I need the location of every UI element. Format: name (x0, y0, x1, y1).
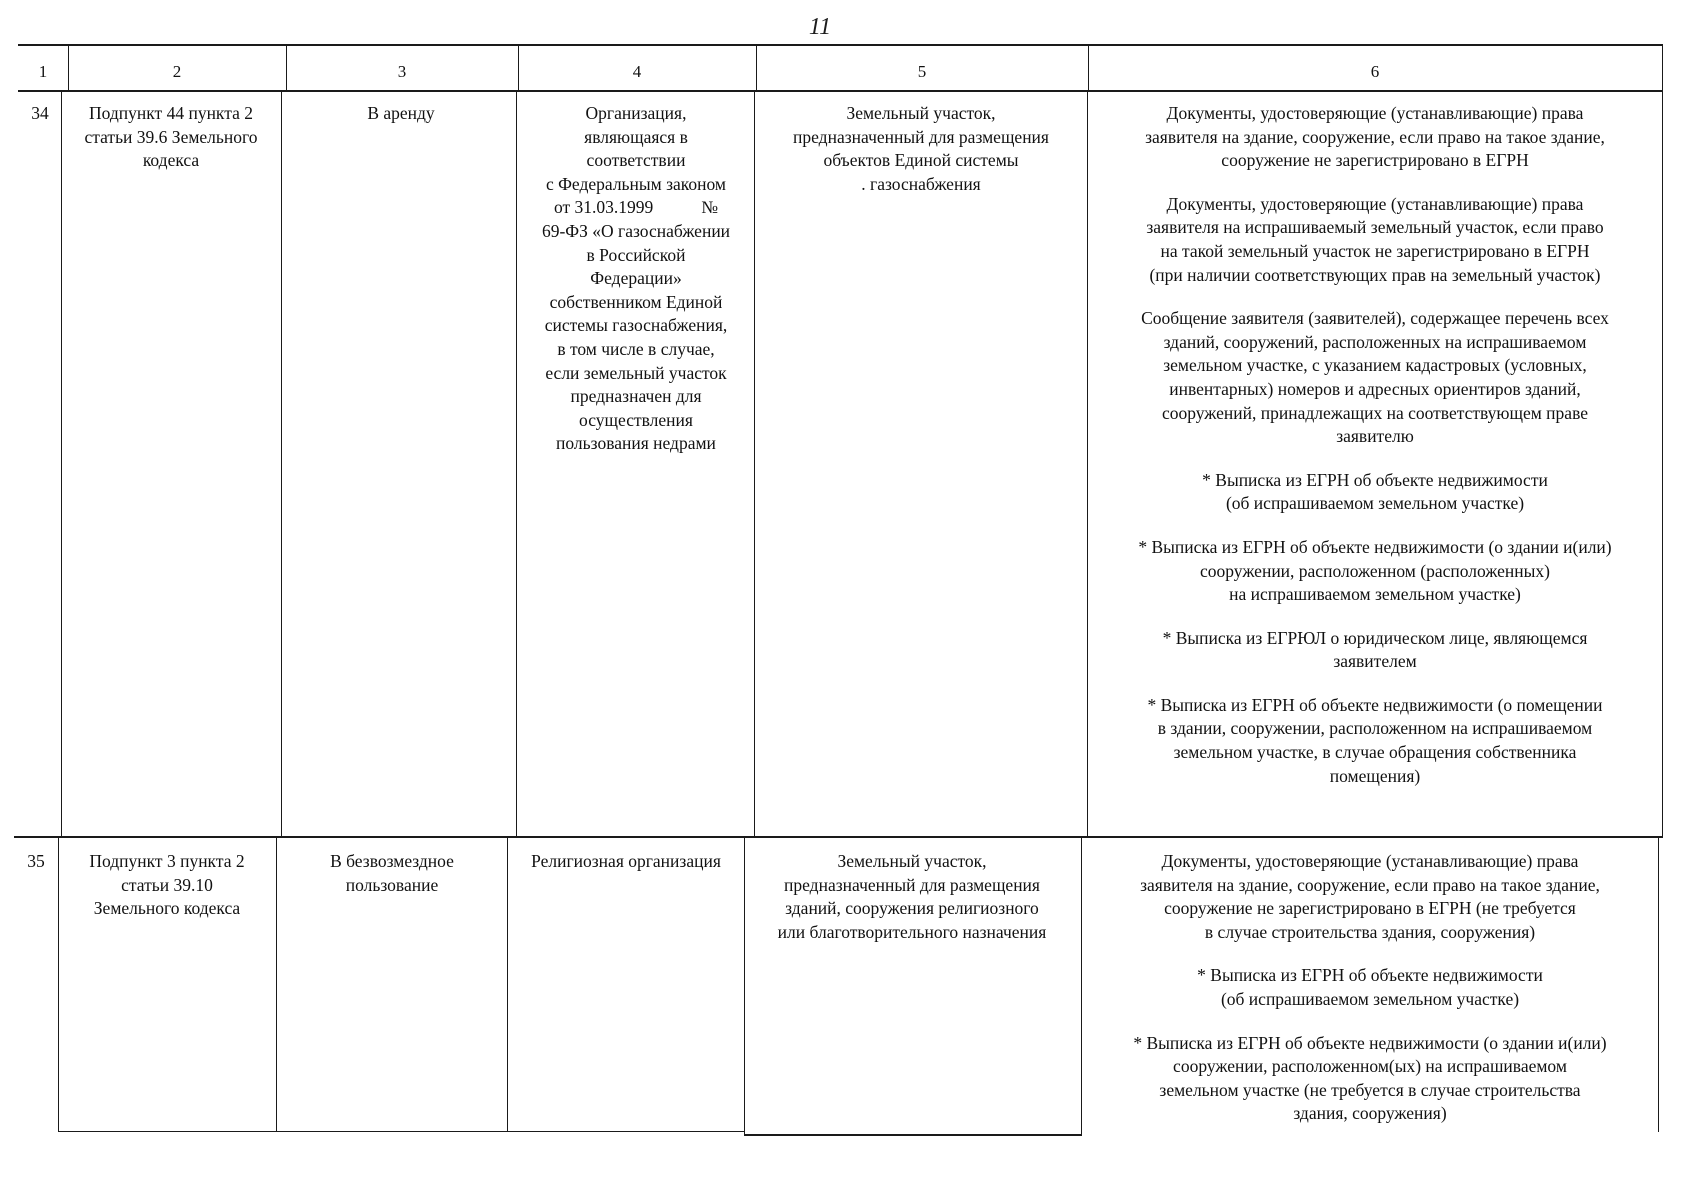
text-line: (об испрашиваемом земельном участке) (1225, 493, 1525, 514)
purpose-cell (744, 840, 1080, 1130)
text-line: зданий, сооружений, расположенных на испрашиваемом (1163, 331, 1587, 352)
text-line: если земельный участок (545, 362, 727, 383)
header-cell-4: 4 (632, 62, 642, 81)
text-line: с Федеральным законом (545, 173, 727, 194)
header-cell-5: 5 (917, 62, 927, 81)
document-paragraph (1082, 1032, 1658, 1126)
paragraph-gap (1088, 287, 1662, 307)
text-line: земельном участке, в случае обращения собственника (1173, 742, 1577, 763)
text-line: или благотворительного назначения (777, 921, 1047, 942)
text-line: * Выписка из ЕГРН об объекте недвижимости (о помещении (1147, 694, 1603, 715)
text-line: зданий, сооружения религиозного (785, 898, 1039, 919)
text-line: Организация, (585, 103, 687, 123)
text-line: Религиозная организация (531, 851, 721, 871)
text-line: от 31.03.1999 № (553, 197, 719, 218)
right-type-cell (276, 840, 508, 1130)
text-line: предназначен для (570, 386, 702, 407)
text-line: сооружение не зарегистрировано в ЕГРН (не требуется (1164, 898, 1576, 919)
table-edge-right (1658, 836, 1659, 1132)
row-number: 34 (31, 103, 49, 123)
text-line: предназначенный для размещения (793, 126, 1049, 147)
header-separator-2 (286, 44, 287, 92)
table-border-bottom (744, 1134, 1082, 1136)
header-separator-3 (518, 44, 519, 92)
header-edge-right (1662, 44, 1663, 92)
text-line: пользования недрами (556, 433, 716, 454)
applicant-cell (518, 92, 754, 836)
text-line: заявителем (1333, 651, 1417, 672)
text-line: заявителя на здание, сооружение, если право на такое здание, (1145, 126, 1605, 147)
column-separator-3 (516, 90, 517, 837)
paragraph-gap (1082, 944, 1658, 964)
text-line: на такой земельный участок не зарегистрировано в ЕГРН (1160, 240, 1590, 261)
text-line: Земельного кодекса (93, 898, 241, 919)
text-line: Подпункт 44 пункта 2 (89, 103, 253, 123)
text-line: (при наличии соответствующих прав на земельный участок) (1149, 264, 1601, 285)
text-line: Документы, удостоверяющие (устанавливающие) права (1161, 851, 1579, 871)
table-edge-right (1662, 90, 1663, 837)
text-line: статьи 39.10 (121, 874, 213, 895)
row-number: 35 (27, 851, 45, 871)
paragraph-gap (1088, 516, 1662, 536)
text-line: инвентарных) номеров и адресных ориентиров зданий, (1169, 378, 1581, 399)
text-line: Сообщение заявителя (заявителей), содержащее перечень всех (1141, 308, 1609, 329)
text-line: заявителя на испрашиваемый земельный участок, если право (1146, 217, 1604, 238)
paragraph-gap (1088, 607, 1662, 627)
table-border-top (18, 44, 1663, 46)
text-line: на испрашиваемом земельном участке) (1229, 584, 1521, 605)
text-line: сооружение не зарегистрировано в ЕГРН (1221, 150, 1529, 171)
text-line: в случае строительства здания, сооружения) (1204, 921, 1536, 942)
header-cell-6: 6 (1370, 62, 1380, 81)
purpose-cell (756, 92, 1086, 836)
paragraph-gap (1082, 1012, 1658, 1032)
document-paragraph (1088, 193, 1662, 287)
text-line: * Выписка из ЕГРН об объекте недвижимости (1197, 965, 1543, 986)
document-paragraph (1088, 307, 1662, 449)
text-line: заявителю (1336, 426, 1414, 447)
table-border-bottom (58, 1131, 744, 1132)
text-line: Земельный участок, (846, 103, 996, 123)
column-separator-1 (58, 836, 59, 1132)
text-line: Земельный участок, (837, 851, 987, 871)
document-paragraph (1088, 694, 1662, 788)
text-line: сооружении, расположенном (расположенных) (1200, 560, 1550, 581)
text-line: пользование (345, 874, 439, 895)
text-line: сооружений, принадлежащих на соответствующем праве (1161, 402, 1588, 423)
text-line: заявителя на здание, сооружение, если право на такое здание, (1140, 874, 1600, 895)
column-separator-5 (1081, 836, 1082, 1135)
text-line: Документы, удостоверяющие (устанавливающие) права (1166, 103, 1584, 123)
table-header-divider (18, 90, 1663, 92)
text-line: являющаяся в (584, 126, 688, 147)
text-line: Документы, удостоверяющие (устанавливающие) права (1166, 193, 1584, 214)
paragraph-gap (1088, 449, 1662, 469)
text-line: земельном участке, с указанием кадастровых (условных, (1163, 355, 1587, 376)
text-line: собственником Единой (549, 291, 723, 312)
paragraph-gap (1088, 674, 1662, 694)
text-line: объектов Единой системы (823, 150, 1019, 171)
document-paragraph (1088, 469, 1662, 516)
column-separator-2 (281, 90, 282, 837)
text-line: осуществления (579, 409, 693, 430)
text-line: сооружении, расположенном(ых) на испрашиваемом (1173, 1056, 1567, 1077)
header-cell-3: 3 (397, 62, 407, 81)
text-line: здания, сооружения) (1293, 1103, 1447, 1124)
column-separator-4 (744, 836, 745, 1135)
document-paragraph (1088, 536, 1662, 607)
document-paragraph (1088, 102, 1662, 173)
header-separator-1 (68, 44, 69, 92)
basis-cell (62, 92, 280, 836)
header-separator-4 (756, 44, 757, 92)
text-line: Подпункт 3 пункта 2 (89, 851, 245, 871)
column-separator-4 (754, 90, 755, 837)
basis-cell (58, 840, 276, 1130)
document-paragraph (1088, 627, 1662, 674)
text-line: . газоснабжения (861, 173, 981, 194)
column-separator-2 (276, 836, 277, 1132)
text-line: 69-ФЗ «О газоснабжении (541, 220, 731, 241)
column-separator-3 (507, 836, 508, 1132)
text-line: Федерации» (590, 268, 682, 289)
text-line: помещения) (1329, 765, 1421, 786)
text-line: в том числе в случае, (557, 338, 715, 359)
text-line: предназначенный для размещения (784, 874, 1040, 895)
documents-cell (1082, 840, 1658, 1130)
page-number: 11 (808, 14, 832, 40)
text-line: * Выписка из ЕГРН об объекте недвижимости (о здании и(или) (1133, 1032, 1607, 1053)
text-line: статьи 39.6 Земельного (84, 126, 258, 147)
text-line: в здании, сооружении, расположенном на испрашиваемом (1157, 718, 1593, 739)
right-type-cell (286, 92, 516, 836)
column-separator-1 (61, 90, 62, 837)
text-line: * Выписка из ЕГРН об объекте недвижимости (1202, 469, 1548, 490)
text-line: В безвозмездное (330, 851, 454, 871)
header-separator-5 (1088, 44, 1089, 92)
document-paragraph (1082, 850, 1658, 944)
row-divider (14, 836, 1663, 838)
text-line: системы газоснабжения, (544, 315, 728, 336)
header-cell-2: 2 (172, 62, 182, 81)
text-line: кодекса (142, 150, 200, 171)
text-line: в Российской (586, 244, 686, 265)
header-cell-1: 1 (38, 62, 48, 81)
paragraph-gap (1088, 173, 1662, 193)
text-line: (об испрашиваемом земельном участке) (1220, 988, 1520, 1009)
document-paragraph (1082, 964, 1658, 1011)
documents-cell (1088, 92, 1662, 836)
applicant-cell (508, 840, 744, 1130)
text-line: земельном участке (не требуется в случае строительства (1159, 1079, 1581, 1100)
text-line: * Выписка из ЕГРЮЛ о юридическом лице, являющемся (1162, 627, 1588, 648)
column-separator-5 (1087, 90, 1088, 837)
text-line: В аренду (367, 103, 435, 123)
text-line: соответствии (586, 150, 686, 171)
text-line: * Выписка из ЕГРН об объекте недвижимости (о здании и(или) (1138, 536, 1612, 557)
